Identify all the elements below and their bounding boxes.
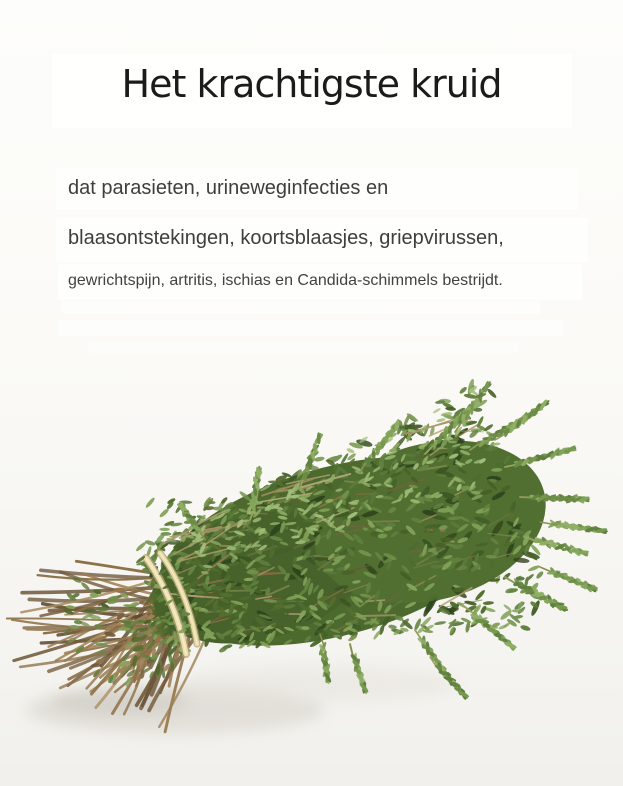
subtitle-line-2: blaasontstekingen, koortsblaasjes, griepvirussen, [68,227,504,249]
subtitle-line-1: dat parasieten, urineweginfecties en [68,177,389,199]
subtitle-line-3: gewrichtspijn, artritis, ischias en Candida-schimmels bestrijdt. [68,272,503,289]
thyme-bundle-image [0,372,623,786]
text-backdrop [58,320,563,336]
page-title: Het krachtigste kruid [121,62,502,106]
text-backdrop [62,301,540,314]
text-backdrop [88,342,518,353]
